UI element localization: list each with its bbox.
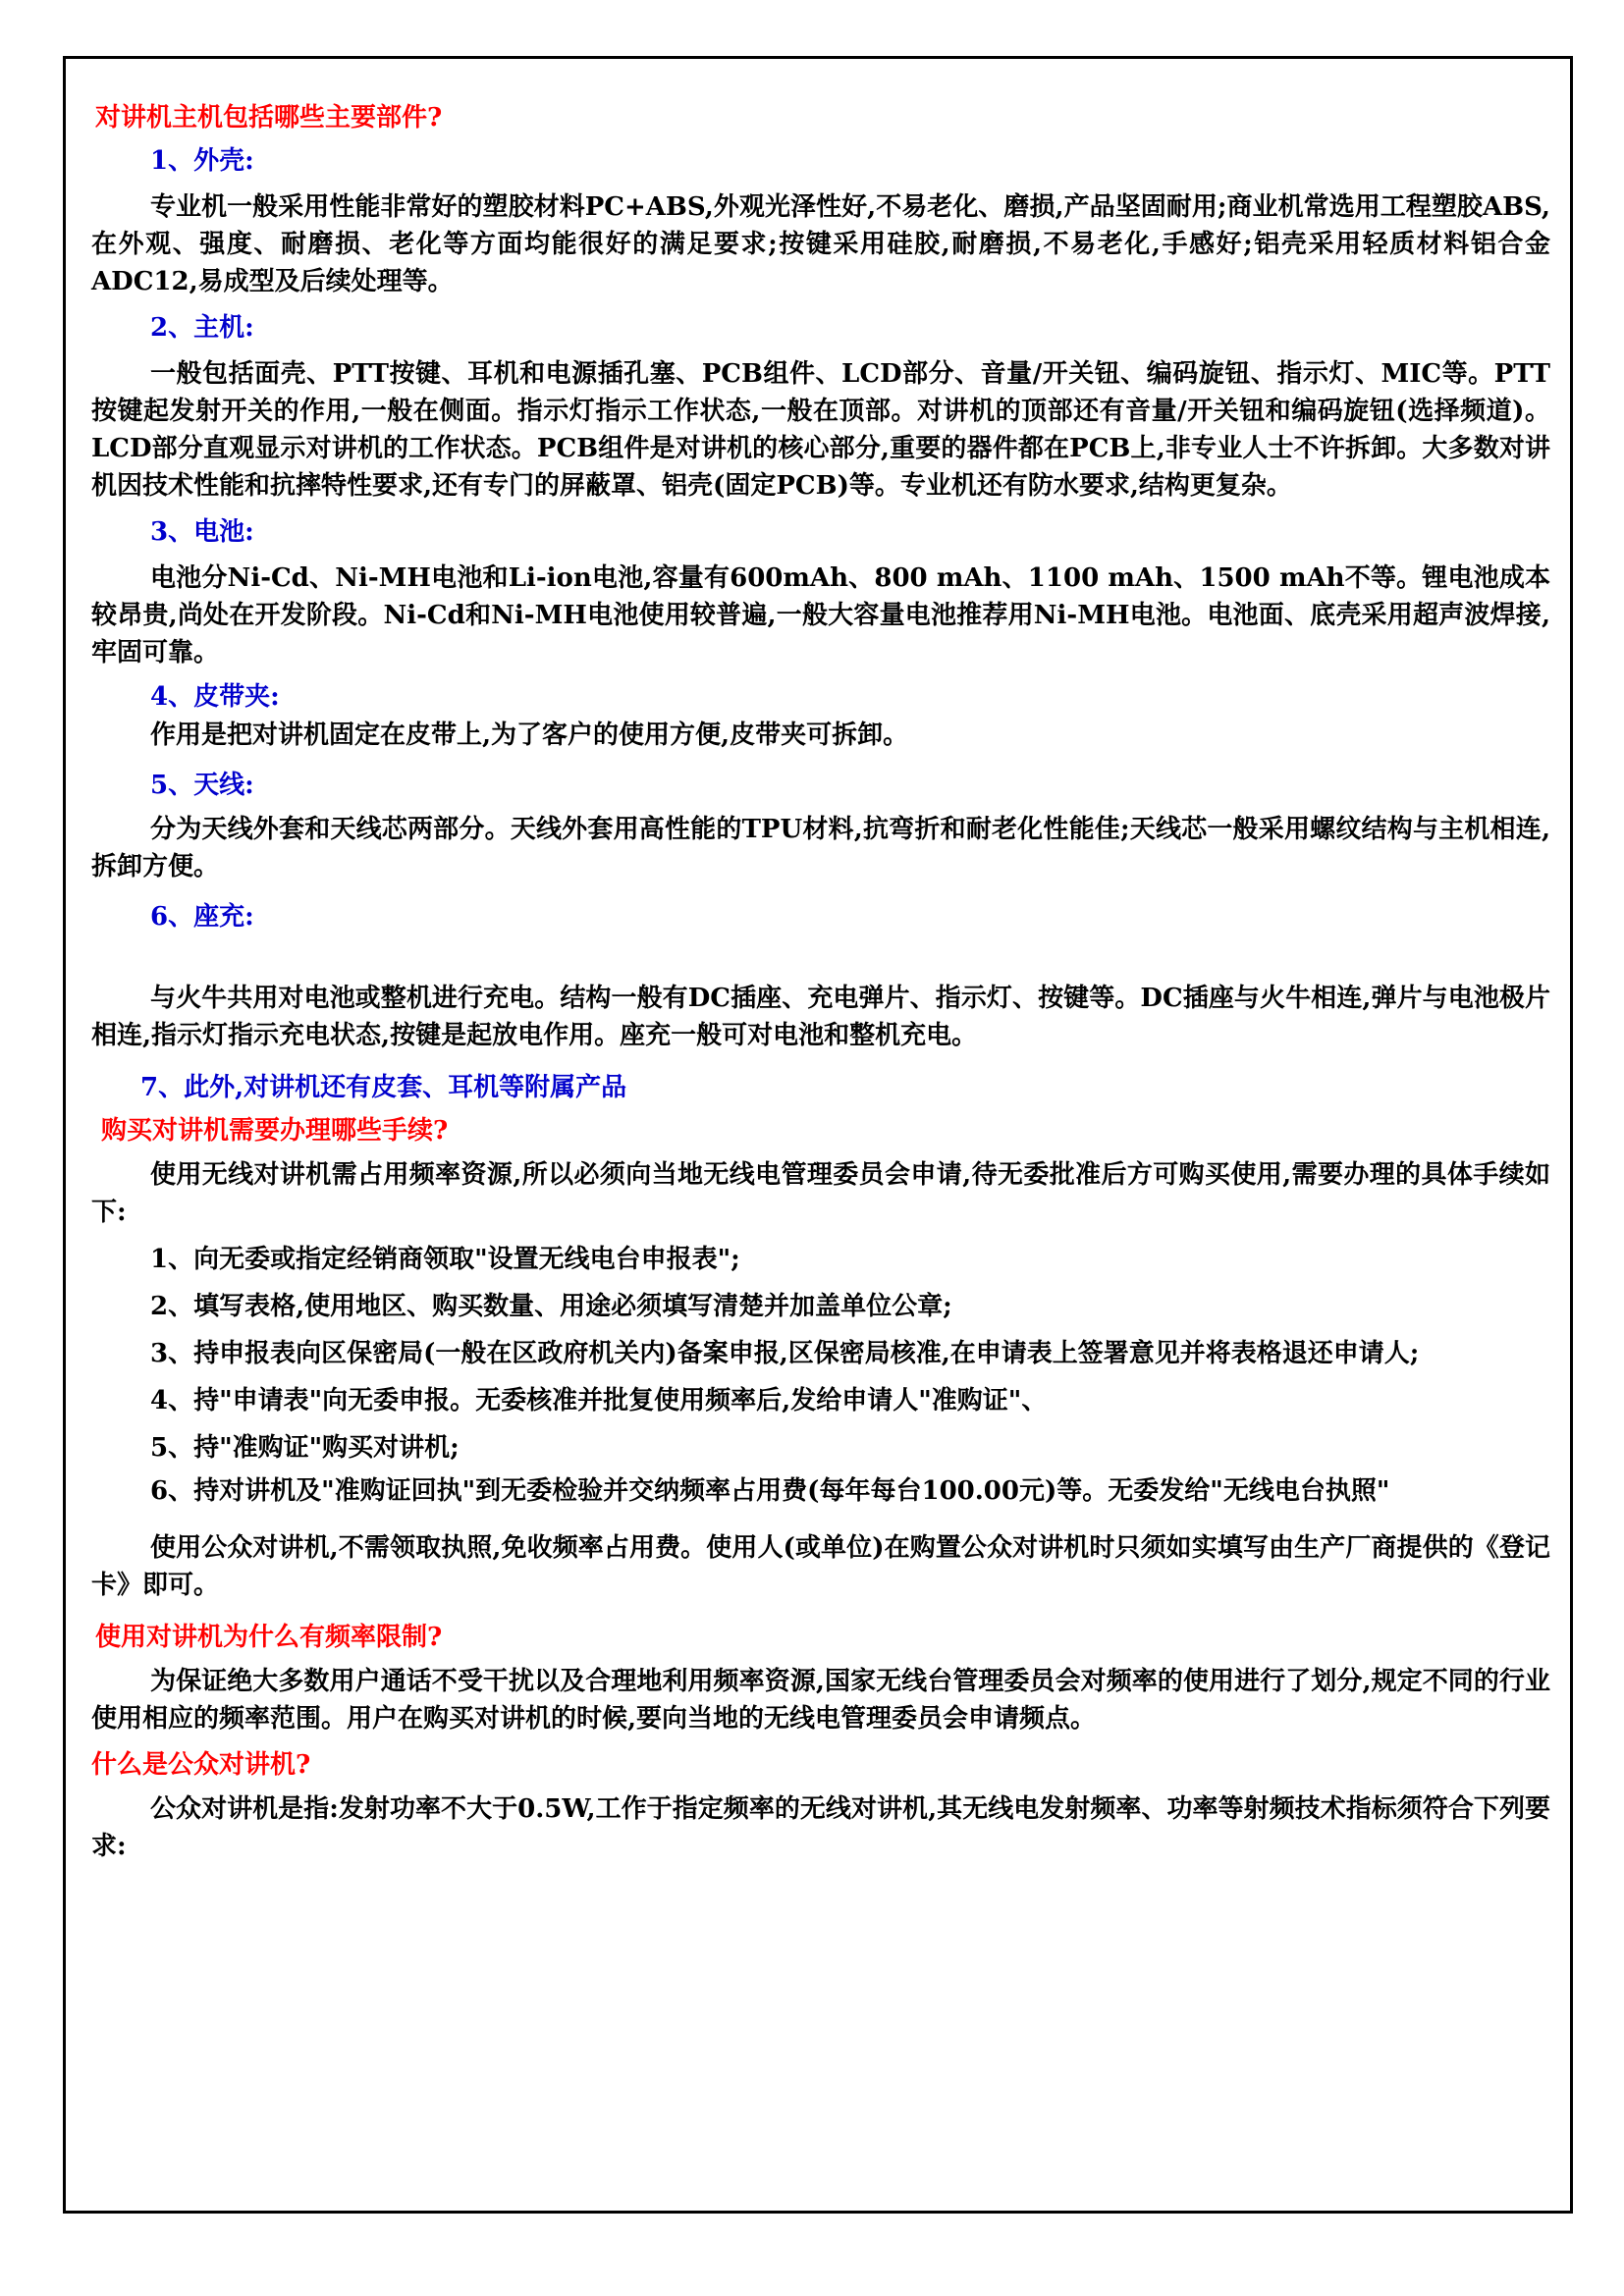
subheading-battery: 3、电池: <box>150 517 254 547</box>
paragraph-main-unit: 一般包括面壳、PTT按键、耳机和电源插孔塞、PCB组件、LCD部分、音量/开关钮、编码旋钮、指示灯、MIC等。PTT按键起发射开关的作用,一般在侧面。指示灯指示工作状态,一般在顶部。对讲机的顶部还有音量/开关钮和编码旋钮(选择频道)。LCD部分直观显示对讲机的工作状态。PCB组件是对讲机的核心部分,重要的器件都在PCB上,非专业人士不许拆卸。大多数对讲机因技术性能和抗摔特性要求,还有专门的屏蔽罩、铝壳(固定PCB)等。专业机还有防水要求,结构更复杂。 <box>91 359 1550 501</box>
paragraph-charger: 与火牛共用对电池或整机进行充电。结构一般有DC插座、充电弹片、指示灯、按键等。DC插座与火牛相连,弹片与电池极片相连,指示灯指示充电状态,按键是起放电作用。座充一般可对电池和整机充电。 <box>91 984 1550 1050</box>
heading-public-walkie-talkie: 什么是公众对讲机? <box>91 1750 311 1780</box>
paragraph-housing: 专业机一般采用性能非常好的塑胶材料PC+ABS,外观光泽性好,不易老化、磨损,产品坚固耐用;商业机常选用工程塑胶ABS,在外观、强度、耐磨损、老化等方面均能很好的满足要求;按键采用硅胶,耐磨损,不易老化,手感好;铝壳采用轻质材料铝合金ADC12,易成型及后续处理等。 <box>91 192 1550 296</box>
paragraph-purchase-intro: 使用无线对讲机需占用频率资源,所以必须向当地无线电管理委员会申请,待无委批准后方可购买使用,需要办理的具体手续如下: <box>91 1160 1550 1227</box>
paragraph-battery: 电池分Ni-Cd、Ni-MH电池和Li-ion电池,容量有600mAh、800 mAh、1100 mAh、1500 mAh不等。锂电池成本较昂贵,尚处在开发阶段。Ni-Cd和Ni-MH电池使用较普遍,一般大容量电池推荐用Ni-MH电池。电池面、底壳采用超声波焊接,牢固可靠。 <box>91 563 1550 667</box>
list-item-step-1: 1、向无委或指定经销商领取"设置无线电台申报表"; <box>150 1245 740 1274</box>
paragraph-frequency-restriction: 为保证绝大多数用户通话不受干扰以及合理地利用频率资源,国家无线台管理委员会对频率的使用进行了划分,规定不同的行业使用相应的频率范围。用户在购买对讲机的时候,要向当地的无线电管理委员会申请频点。 <box>91 1667 1550 1734</box>
paragraph-public-walkie-note: 使用公众对讲机,不需领取执照,免收频率占用费。使用人(或单位)在购置公众对讲机时只须如实填写由生产厂商提供的《登记卡》即可。 <box>91 1533 1550 1600</box>
paragraph-public-walkie-talkie: 公众对讲机是指:发射功率不大于0.5W,工作于指定频率的无线对讲机,其无线电发射频率、功率等射频技术指标须符合下列要求: <box>91 1794 1550 1861</box>
heading-main-parts: 对讲机主机包括哪些主要部件? <box>95 103 443 133</box>
heading-frequency-restriction: 使用对讲机为什么有频率限制? <box>95 1623 443 1652</box>
heading-purchase-procedures: 购买对讲机需要办理哪些手续? <box>101 1116 449 1146</box>
list-item-step-2: 2、填写表格,使用地区、购买数量、用途必须填写清楚并加盖单位公章; <box>150 1292 952 1321</box>
subheading-housing: 1、外壳: <box>150 146 254 176</box>
paragraph-belt-clip: 作用是把对讲机固定在皮带上,为了客户的使用方便,皮带夹可拆卸。 <box>150 721 909 750</box>
list-item-step-3: 3、持申报表向区保密局(一般在区政府机关内)备案申报,区保密局核准,在申请表上签署意见并将表格退还申请人; <box>150 1339 1420 1368</box>
subheading-belt-clip: 4、皮带夹: <box>150 682 280 712</box>
subheading-antenna: 5、天线: <box>150 771 254 800</box>
page-border-frame <box>63 56 1573 2214</box>
subheading-accessories: 7、此外,对讲机还有皮套、耳机等附属产品 <box>140 1073 627 1102</box>
paragraph-antenna: 分为天线外套和天线芯两部分。天线外套用高性能的TPU材料,抗弯折和耐老化性能佳;天线芯一般采用螺纹结构与主机相连,拆卸方便。 <box>91 815 1550 881</box>
list-item-step-6: 6、持对讲机及"准购证回执"到无委检验并交纳频率占用费(每年每台100.00元)等。无委发给"无线电台执照" <box>150 1476 1390 1506</box>
document-content <box>91 98 1550 1865</box>
subheading-main-unit: 2、主机: <box>150 313 254 343</box>
list-item-step-5: 5、持"准购证"购买对讲机; <box>150 1433 460 1463</box>
list-item-step-4: 4、持"申请表"向无委申报。无委核准并批复使用频率后,发给申请人"准购证"、 <box>150 1386 1048 1415</box>
subheading-charger: 6、座充: <box>150 902 254 932</box>
